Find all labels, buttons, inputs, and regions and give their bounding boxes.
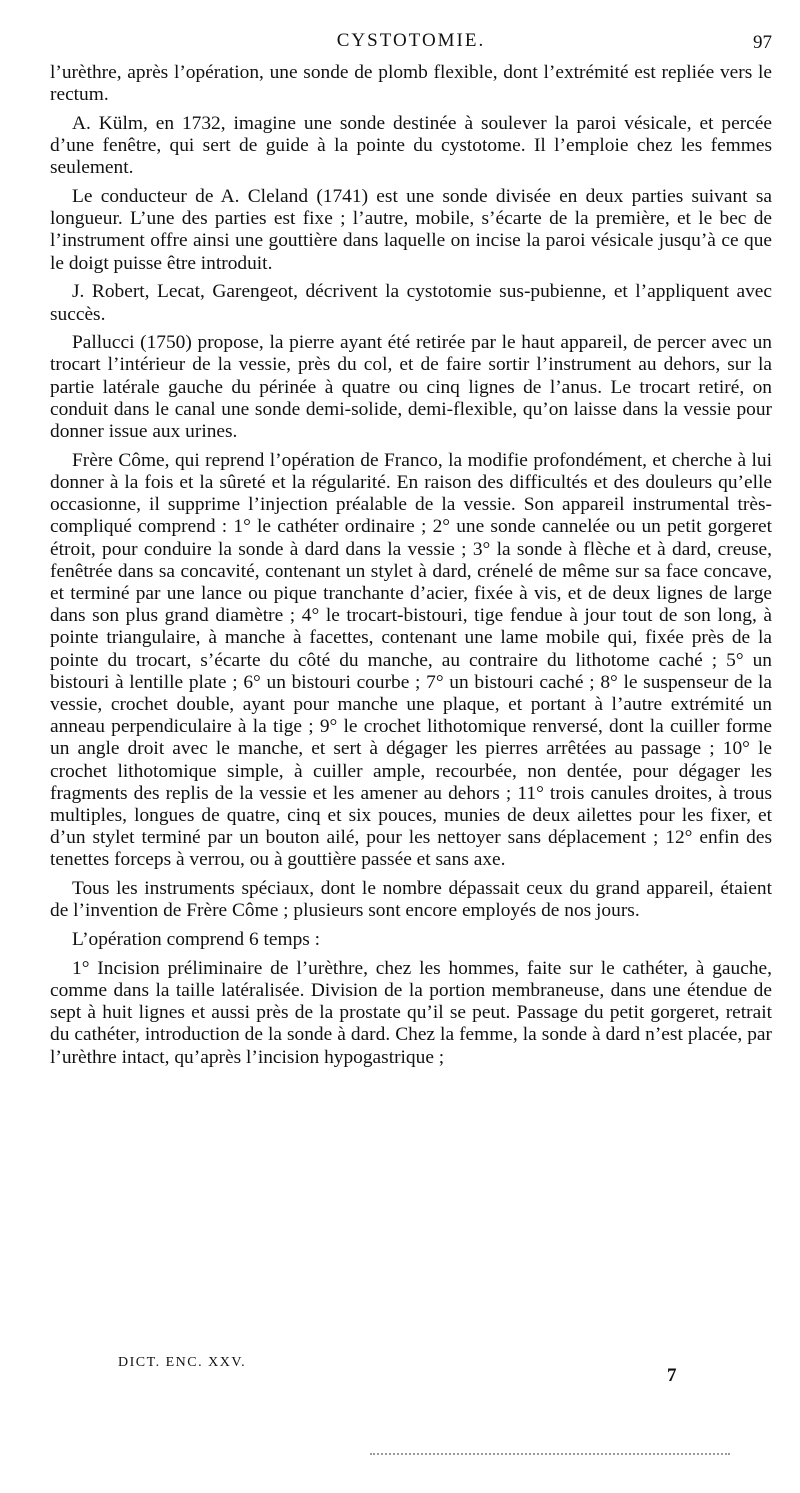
page-header: [50, 30, 772, 60]
body-text: [50, 62, 772, 1075]
paragraph-operation-steps: L’opération comprend 6 temps :: [72, 929, 321, 951]
page-number: 97: [753, 32, 772, 53]
paragraph-frere-come: Frère Côme, qui reprend l’opération de Franco, la modifie profondément, et cherche à lui donner à la fois et la sûreté et la régularité. En raison des difficultés et des douleurs qu’elle occasionne, il supprime l’injection préalable de la vessie. Son appareil instrumental très-compliqué comprend : 1° le cathéter ordinaire ; 2° une sonde cannelée ou un petit gorgeret étroit, pour conduire la sonde à dard dans la vessie ; 3° la sonde à flèche et à dard, creuse, fenêtrée dans sa concavité, contenant un stylet à dard, crénelé de même sur sa face concave, et terminé par une lance ou pique tranchante d’acier, fixée à vis, et de deux lignes de large dans son plus grand diamètre ; 4° le trocart-bistouri, tige fendue à jour tout de son long, à pointe triangulaire, à manche à facettes, contenant une lame mobile qui, fixée près de la pointe du trocart, s’écarte du côté du manche, au contraire du lithotome caché ; 5° un bistouri à lentille plate ; 6° un bistouri courbe ; 7° un bistouri caché ; 8° le suspenseur de la vessie, crochet double, ayant pour manche une plaque, et portant à l’autre extrémité un anneau perpendiculaire à la tige ; 9° le crochet lithotomique renversé, dont la cuiller forme un angle droit avec le manche, et sert à dégager les pierres arrêtées au passage ; 10° le crochet lithotomique simple, à cuiller ample, recourbée, non dentée, pour dégager les fragments des replis de la vessie et les amener au dehors ; 11° trois canules droites, à trous multiples, longues de quatre, cinq et six pouces, munies de deux ailettes pour les fixer, et d’un stylet terminé par un bouton ailé, pour les nettoyer sans déplacement ; 12° enfin des tenettes forceps à verrou, ou à gouttière passée et sans axe.: [50, 449, 772, 871]
paragraph-kulm: A. Külm, en 1732, imagine une sonde destinée à soulever la paroi vésicale, et percée d’une fenêtre, qui sert de guide à la pointe du cystotome. Il l’emploie chez les femmes seulement.: [50, 112, 772, 179]
page-footer: [50, 1355, 772, 1395]
paragraph-pallucci: Pallucci (1750) propose, la pierre ayant été retirée par le haut appareil, de percer avec un trocart l’intérieur de la vessie, près du col, et de faire sortir l’instrument au dehors, sur la partie latérale gauche du périnée à quatre ou cinq lignes de l’anus. Le trocart retiré, on conduit dans le canal une sonde demi-solide, demi-flexible, qu’on laisse dans la vessie pour donner issue aux urines.: [50, 332, 772, 443]
running-title: CYSTOTOMIE.: [336, 30, 486, 51]
paragraph-instruments: Tous les instruments spéciaux, dont le nombre dépassait ceux du grand appareil, étaient de l’invention de Frère Côme ; plusieurs sont encore employés de nos jours.: [50, 878, 772, 922]
paragraph-step-one: 1° Incision préliminaire de l’urèthre, chez les hommes, faite sur le cathéter, à gauche, comme dans la taille latéralisée. Division de la portion membraneuse, dans une étendue de sept à huit lignes et aussi près de la prostate qu’il se peut. Passage du petit gorgeret, retrait du cathéter, introduction de la sonde à dard. Chez la femme, la sonde à dard n’est placée, par l’urèthre intact, qu’après l’incision hypogastrique ;: [50, 957, 772, 1068]
printer-signature: DICT. ENC. XXV.: [118, 1355, 247, 1370]
bleed-through-line: [370, 1453, 730, 1455]
paragraph-cleland: Le conducteur de A. Cleland (1741) est une sonde divisée en deux parties suivant sa longueur. L’une des parties est fixe ; l’autre, mobile, s’écarte de la première, et le bec de l’instrument offre ainsi une gouttière dans laquelle on incise la paroi vésicale jusqu’à ce que le doigt puisse être introduit.: [50, 186, 772, 274]
sheet-number: 7: [667, 1365, 677, 1386]
paragraph-robert: J. Robert, Lecat, Garengeot, décrivent la cystotomie sus-pubienne, et l’appliquent avec succès.: [50, 281, 772, 325]
paragraph-continuation: l’urèthre, après l’opération, une sonde de plomb flexible, dont l’extrémité est repliée vers le rectum.: [50, 62, 772, 106]
